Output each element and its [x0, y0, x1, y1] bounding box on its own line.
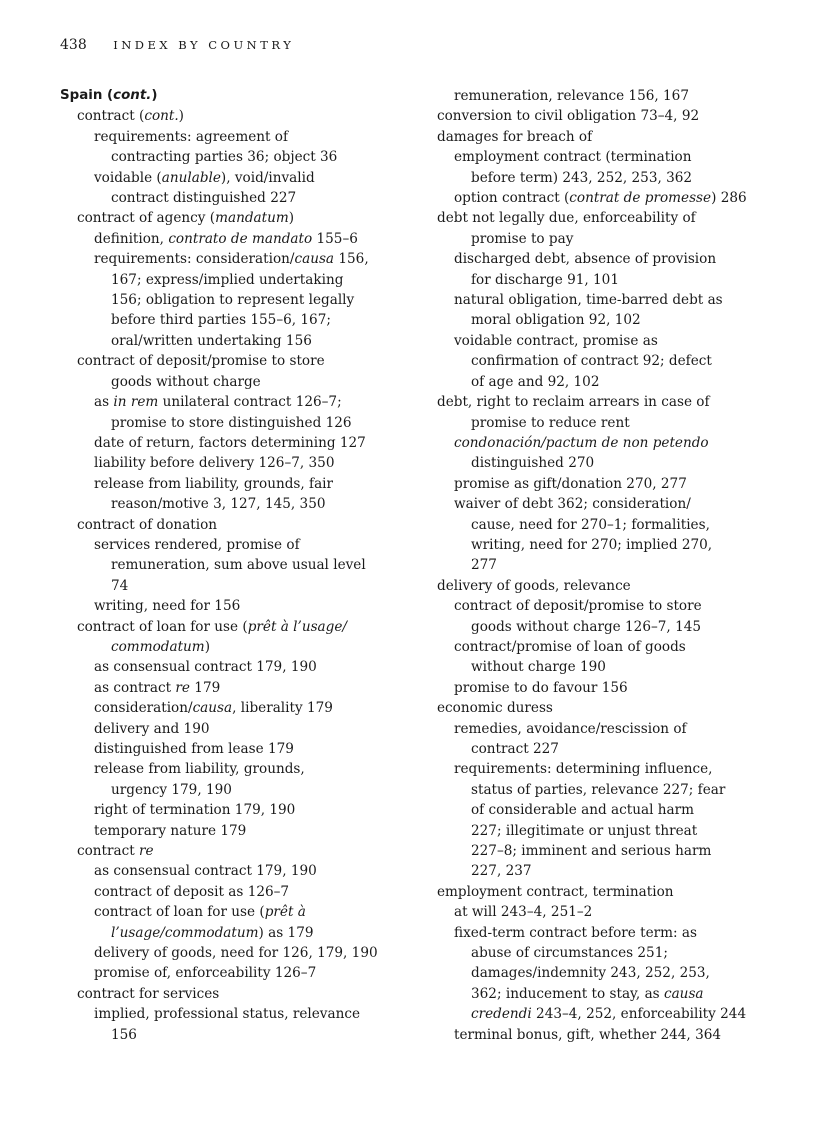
index-entry-line	[60, 1004, 408, 1024]
index-entry-line	[437, 474, 767, 494]
entry-text: contract	[77, 843, 140, 860]
index-entry-line	[437, 494, 767, 514]
entry-text: option contract (	[454, 190, 570, 207]
entry-text: promise to pay	[471, 230, 574, 247]
entry-text: conversion to civil obligation 73–4, 92	[437, 108, 700, 125]
index-entry-line	[437, 923, 767, 943]
index-entry-line	[437, 739, 767, 759]
italic-term: cont.	[113, 88, 152, 103]
running-title: INDEX BY COUNTRY	[113, 38, 295, 52]
index-entry-line	[60, 433, 408, 453]
index-entry-line	[60, 188, 408, 208]
index-entry-line	[437, 698, 767, 718]
entry-text: goods without charge	[111, 373, 261, 390]
entry-text: discharged debt, absence of provision	[454, 251, 717, 268]
entry-text: requirements: consideration/	[94, 251, 295, 268]
index-entry-line	[437, 168, 767, 188]
index-entry-line	[60, 1025, 408, 1045]
entry-text: distinguished from lease 179	[94, 741, 294, 757]
index-entry-line	[437, 1004, 767, 1024]
index-entry-line	[437, 759, 767, 779]
index-entry-line	[437, 841, 767, 861]
entry-text: right of termination 179, 190	[94, 802, 296, 819]
index-entry-line	[437, 535, 767, 555]
entry-text: delivery of goods, need for 126, 179, 190	[94, 945, 378, 962]
entry-text: ) 286	[711, 190, 747, 207]
entry-text: without charge 190	[471, 659, 606, 676]
index-entry-line	[60, 617, 408, 637]
entry-text: economic duress	[437, 700, 553, 717]
index-entry-line	[60, 413, 408, 433]
index-entry-line	[437, 188, 767, 208]
index-entry-line	[60, 515, 408, 535]
entry-text: cause, need for 270–1; formalities,	[471, 516, 710, 533]
index-entry-line	[437, 310, 767, 330]
index-entry-line	[60, 963, 408, 983]
index-column-left	[60, 86, 408, 1045]
index-entry-line	[437, 861, 767, 881]
entry-text: unilateral contract 126–7;	[158, 394, 342, 411]
index-entry-line	[437, 413, 767, 433]
italic-term: contrato de mandato	[168, 230, 313, 247]
entry-text: writing, need for 270; implied 270,	[471, 536, 713, 553]
index-entry-line	[437, 1025, 767, 1045]
entry-text: before term) 243, 252, 253, 362	[471, 169, 693, 186]
italic-term: cont.	[144, 108, 179, 125]
entry-text: 167; express/implied undertaking	[111, 271, 344, 288]
entry-text: promise to store distinguished 126	[111, 414, 352, 431]
index-entry-line	[60, 657, 408, 677]
index-entry-line	[437, 147, 767, 167]
index-entry-line	[437, 208, 767, 228]
entry-text: contract of loan for use (	[77, 618, 248, 635]
italic-term: contrat de promesse	[569, 190, 712, 207]
entry-text: as	[94, 394, 114, 411]
index-entry-line	[60, 535, 408, 555]
entry-text: moral obligation 92, 102	[471, 312, 641, 329]
entry-text: promise of, enforceability 126–7	[94, 965, 317, 982]
index-entry-line	[437, 270, 767, 290]
entry-text: voidable (	[94, 169, 162, 186]
index-entry-line	[437, 596, 767, 616]
index-entry-line	[60, 392, 408, 412]
index-entry-line	[60, 106, 408, 126]
index-entry-line	[60, 290, 408, 310]
entry-text: release from liability, grounds,	[94, 761, 305, 778]
entry-text: debt not legally due, enforceability of	[437, 210, 696, 227]
index-entry-line	[437, 229, 767, 249]
index-entry-line	[437, 902, 767, 922]
entry-text: status of parties, relevance 227; fear	[471, 781, 726, 798]
index-entry-line	[437, 657, 767, 677]
entry-text: terminal bonus, gift, whether 244, 364	[454, 1026, 722, 1043]
index-entry-line	[60, 372, 408, 392]
index-entry-line	[437, 943, 767, 963]
entry-text: 156	[111, 1026, 137, 1043]
entry-text: remedies, avoidance/rescission of	[454, 720, 687, 737]
index-entry-line	[60, 678, 408, 698]
italic-term: re	[175, 679, 190, 696]
entry-text: date of return, factors determining 127	[94, 434, 366, 451]
entry-text: consideration/	[94, 700, 193, 717]
index-entry-line	[60, 249, 408, 269]
entry-text: 156,	[334, 251, 369, 268]
index-column-right	[437, 86, 767, 1045]
index-entry-line	[437, 719, 767, 739]
entry-text: urgency 179, 190	[111, 781, 232, 798]
entry-text: contract (	[77, 108, 145, 125]
italic-term: causa	[192, 700, 233, 717]
index-entry-line	[437, 433, 767, 453]
index-entry-line	[437, 800, 767, 820]
index-entry-line	[60, 331, 408, 351]
entry-text: contracting parties 36; object 36	[111, 149, 338, 166]
entry-text: before third parties 155–6, 167;	[111, 312, 331, 329]
index-entry-line	[60, 127, 408, 147]
entry-text: contract of deposit as 126–7	[94, 883, 290, 900]
index-entry-line	[437, 86, 767, 106]
index-entry-line	[60, 739, 408, 759]
index-entry-line	[437, 678, 767, 698]
index-entry-line	[60, 168, 408, 188]
index-entry-line	[60, 453, 408, 473]
index-entry-line	[60, 351, 408, 371]
index-entry-line	[437, 372, 767, 392]
entry-text: oral/written undertaking 156	[111, 332, 312, 349]
entry-text: 227; illegitimate or unjust threat	[471, 822, 698, 839]
italic-term: prêt à l’usage/	[247, 618, 347, 635]
index-entry-line	[437, 290, 767, 310]
entry-text: 277	[471, 557, 497, 574]
entry-text: debt, right to reclaim arrears in case of	[437, 394, 710, 411]
entry-text: promise to do favour 156	[454, 679, 628, 696]
index-entry-line	[437, 617, 767, 637]
entry-text: ) as 179	[258, 924, 314, 941]
italic-term: causa	[663, 985, 704, 1002]
entry-text: 156; obligation to represent legally	[111, 292, 355, 309]
entry-text: employment contract, termination	[437, 883, 674, 900]
italic-term: mandatum	[215, 210, 289, 227]
entry-text: ), void/invalid	[220, 169, 315, 186]
entry-text: damages for breach of	[437, 128, 593, 145]
index-entry-line	[60, 494, 408, 514]
entry-text: employment contract (termination	[454, 149, 692, 166]
entry-text: writing, need for 156	[94, 598, 241, 615]
index-entry-line	[60, 147, 408, 167]
index-entry-line	[437, 821, 767, 841]
page-number: 438	[60, 37, 87, 53]
index-entry-line	[437, 515, 767, 535]
entry-text: remuneration, relevance 156, 167	[454, 88, 689, 104]
index-entry-line	[437, 984, 767, 1004]
italic-term: re	[139, 843, 154, 860]
entry-text: services rendered, promise of	[94, 536, 300, 553]
index-entry-line	[60, 759, 408, 779]
entry-text: 74	[111, 577, 129, 594]
entry-text: )	[178, 108, 184, 125]
entry-text: 227–8; imminent and serious harm	[471, 843, 712, 860]
running-header	[60, 37, 294, 53]
entry-text: contract for services	[77, 985, 220, 1002]
index-entry-line	[60, 576, 408, 596]
entry-text: definition,	[94, 230, 169, 247]
index-entry-line	[60, 780, 408, 800]
entry-text: for discharge 91, 101	[471, 271, 619, 288]
italic-term: anulable	[161, 169, 221, 186]
index-entry-line	[60, 270, 408, 290]
index-entry-line	[437, 576, 767, 596]
index-entry-line	[437, 392, 767, 412]
entry-text: promise as gift/donation 270, 277	[454, 475, 687, 492]
index-entry-line	[437, 882, 767, 902]
entry-text: remuneration, sum above usual level	[111, 557, 366, 574]
italic-term: prêt à	[264, 904, 306, 921]
index-entry-line	[60, 984, 408, 1004]
italic-term: l’usage/commodatum	[111, 924, 259, 941]
entry-text: )	[151, 88, 158, 103]
entry-text: 227, 237	[471, 863, 532, 880]
entry-text: , liberality 179	[232, 700, 333, 717]
index-entry-line	[437, 331, 767, 351]
index-entry-line	[60, 841, 408, 861]
index-entry-line	[437, 780, 767, 800]
index-entry-line	[60, 208, 408, 228]
entry-text: natural obligation, time-barred debt as	[454, 292, 723, 309]
index-entry-line	[60, 229, 408, 249]
entry-text: of age and 92, 102	[471, 373, 600, 390]
index-entry-line	[437, 106, 767, 126]
index-entry-line	[60, 902, 408, 922]
entry-text: voidable contract, promise as	[454, 332, 658, 349]
italic-term: causa	[294, 251, 335, 268]
index-entry-line	[60, 637, 408, 657]
entry-text: contract of deposit/promise to store	[77, 353, 325, 370]
entry-text: at will 243–4, 251–2	[454, 904, 593, 921]
index-entry-line	[437, 637, 767, 657]
entry-text: contract 227	[471, 741, 559, 757]
entry-text: fixed-term contract before term: as	[454, 924, 698, 941]
italic-term: credendi	[471, 1006, 532, 1023]
entry-text: distinguished 270	[471, 455, 595, 472]
index-entry-line	[60, 882, 408, 902]
entry-text: of considerable and actual harm	[471, 802, 695, 819]
entry-text: 155–6	[312, 230, 358, 247]
index-entry-line	[60, 943, 408, 963]
entry-text: 243–4, 252, enforceability 244	[531, 1006, 747, 1023]
entry-text: delivery of goods, relevance	[437, 577, 631, 594]
entry-text: abuse of circumstances 251;	[471, 945, 668, 962]
entry-text: delivery and 190	[94, 720, 210, 737]
entry-text: implied, professional status, relevance	[94, 1006, 361, 1023]
entry-text: requirements: determining influence,	[454, 761, 713, 778]
italic-term: condonación/pactum de non petendo	[454, 434, 709, 451]
index-entry-line	[60, 698, 408, 718]
index-entry-line	[60, 719, 408, 739]
entry-text: contract of donation	[77, 516, 218, 533]
entry-text: contract of deposit/promise to store	[454, 598, 702, 615]
entry-text: )	[204, 638, 210, 655]
entry-text: contract distinguished 227	[111, 190, 297, 207]
entry-text: goods without charge 126–7, 145	[471, 618, 702, 635]
index-entry-line	[60, 310, 408, 330]
entry-text: waiver of debt 362; consideration/	[454, 496, 691, 513]
entry-text: temporary nature 179	[94, 822, 247, 839]
italic-term: commodatum	[111, 638, 205, 655]
index-entry-line	[60, 800, 408, 820]
index-entry-line	[60, 821, 408, 841]
entry-text: 362; inducement to stay, as	[471, 985, 664, 1002]
italic-term: in rem	[113, 394, 159, 411]
index-entry-line	[60, 923, 408, 943]
entry-text: promise to reduce rent	[471, 414, 630, 431]
index-entry-line	[437, 555, 767, 575]
entry-text: )	[288, 210, 295, 227]
entry-text: damages/indemnity 243, 252, 253,	[471, 965, 710, 982]
index-section-heading	[60, 86, 408, 106]
entry-text: contract of agency (	[77, 210, 216, 227]
entry-text: confirmation of contract 92; defect	[471, 353, 712, 370]
index-entry-line	[437, 249, 767, 269]
index-entry-line	[60, 861, 408, 881]
index-entry-line	[437, 351, 767, 371]
entry-text: 179	[189, 679, 221, 696]
index-entry-line	[437, 127, 767, 147]
entry-text: as consensual contract 179, 190	[94, 659, 317, 676]
index-entry-line	[60, 555, 408, 575]
entry-text: contract of loan for use (	[94, 904, 265, 921]
entry-text: contract/promise of loan of goods	[454, 638, 686, 655]
entry-text: Spain (	[60, 88, 114, 103]
entry-text: as contract	[94, 679, 176, 696]
index-entry-line	[437, 963, 767, 983]
index-entry-line	[437, 453, 767, 473]
index-entry-line	[60, 596, 408, 616]
entry-text: liability before delivery 126–7, 350	[94, 455, 335, 472]
entry-text: requirements: agreement of	[94, 128, 289, 145]
entry-text: reason/motive 3, 127, 145, 350	[111, 496, 326, 513]
entry-text: as consensual contract 179, 190	[94, 863, 317, 880]
entry-text: release from liability, grounds, fair	[94, 475, 334, 492]
index-entry-line	[60, 474, 408, 494]
